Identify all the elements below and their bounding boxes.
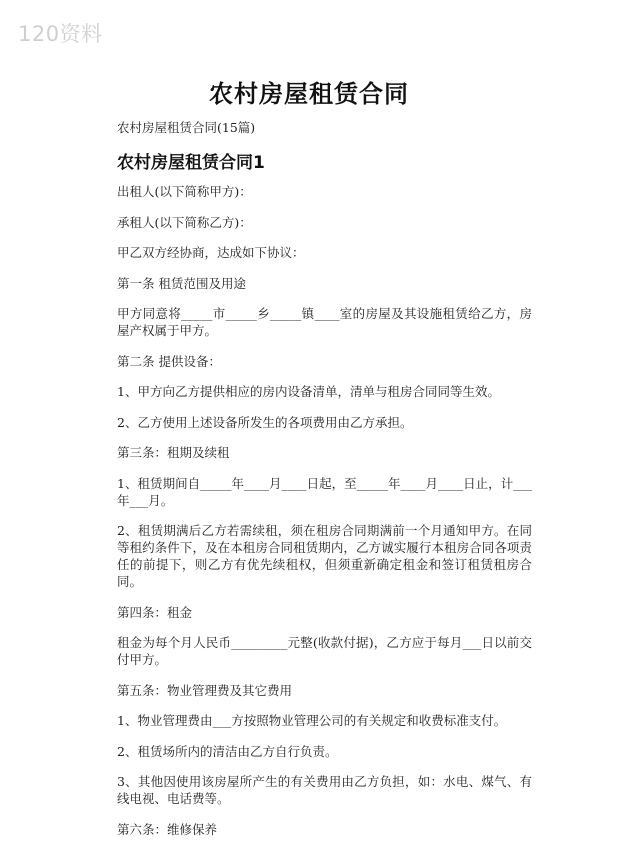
contract-body — [117, 183, 532, 851]
paragraph-lessor: 出租人(以下简称甲方)： — [117, 184, 252, 199]
article-5-heading: 第五条：物业管理费及其它费用 — [117, 682, 293, 698]
article-6-heading: 第六条：维修保养 — [117, 821, 218, 837]
article-2-heading: 第二条 提供设备： — [117, 353, 221, 369]
article-5-item-1: 1、物业管理费由___方按照物业管理公司的有关规定和收费标准支付。 — [117, 713, 507, 728]
document-subtitle: 农村房屋租赁合同(15篇) — [117, 120, 256, 135]
watermark-logo: 120资料 — [18, 22, 103, 46]
document-title: 农村房屋租赁合同 — [209, 80, 409, 108]
article-4-text: 租金为每个月人民币_________元整(收款付据)，乙方应于每月___日以前交付甲方。 — [117, 635, 532, 667]
paragraph-agreement: 甲乙双方经协商，达成如下协议： — [117, 245, 305, 260]
article-5-item-2: 2、租赁场所内的清洁由乙方自行负责。 — [117, 743, 338, 759]
article-1-heading: 第一条 租赁范围及用途 — [117, 275, 246, 291]
article-1-text: 甲方同意将_____市_____乡_____镇____室的房屋及其设施租赁给乙方，房屋产权属于甲方。 — [117, 306, 532, 338]
article-3-item-2: 2、租赁期满后乙方若需续租，须在租房合同期满前一个月通知甲方。在同等租约条件下，及在本租房合同租赁期内，乙方诚实履行本租房合同各项责任的前提下，则乙方有优先续租权，但须重新确定租金和签订租赁租房合同。 — [117, 523, 532, 589]
article-4-heading: 第四条：租金 — [117, 604, 193, 620]
article-2-item-1: 1、甲方向乙方提供相应的房内设备清单，清单与租房合同同等生效。 — [117, 384, 500, 399]
section-heading: 农村房屋租赁合同1 — [117, 153, 265, 173]
article-2-item-2: 2、乙方使用上述设备所发生的各项费用由乙方承担。 — [117, 414, 413, 430]
article-5-item-3: 3、其他因使用该房屋所产生的有关费用由乙方负担，如：水电、煤气、有线电视、电话费等。 — [117, 774, 532, 806]
article-3-item-1: 1、租赁期间自_____年____月____日起，至_____年____月____日止，计___年___月。 — [117, 475, 532, 508]
paragraph-lessee: 承租人(以下简称乙方)： — [117, 214, 252, 230]
article-3-heading: 第三条：租期及续租 — [117, 445, 230, 460]
